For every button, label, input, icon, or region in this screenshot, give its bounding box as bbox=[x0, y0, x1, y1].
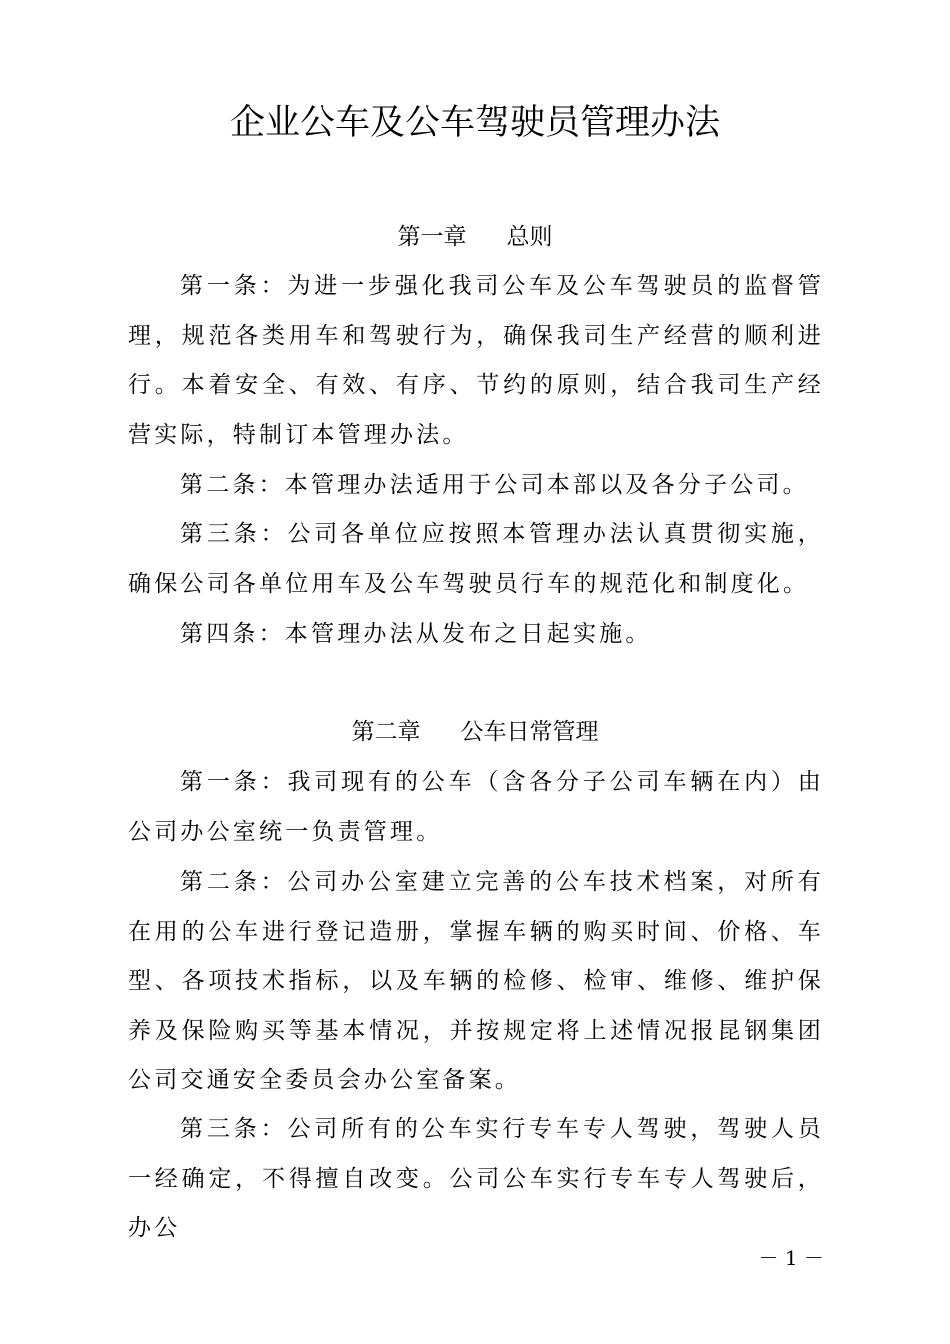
chapter-heading bbox=[0, 717, 950, 747]
document-title: 企业公车及公车驾驶员管理办法 bbox=[229, 103, 720, 143]
chapter-number: 第二章 bbox=[351, 719, 421, 745]
chapter-name: 公车日常管理 bbox=[460, 719, 599, 745]
article-paragraph: 第二条：本管理办法适用于公司本部以及各分子公司。 bbox=[180, 472, 809, 498]
article-paragraph: 第一条：我司现有的公车（含各分子公司车辆在内）由公司办公室统一负责管理。 bbox=[128, 769, 824, 845]
chapter-heading bbox=[0, 222, 950, 252]
article-paragraph: 第三条：公司各单位应按照本管理办法认真贯彻实施，确保公司各单位用车及公车驾驶员行车的规范化和制度化。 bbox=[128, 521, 824, 597]
article-paragraph: 第四条：本管理办法从发布之日起实施。 bbox=[180, 621, 652, 647]
page-number: － 1 － bbox=[758, 1246, 824, 1270]
article-paragraph: 第一条：为进一步强化我司公车及公车驾驶员的监督管理，规范各类用车和驾驶行为，确保我司生产经营的顺利进行。本着安全、有效、有序、节约的原则，结合我司生产经营实际，特制订本管理办法。 bbox=[128, 273, 824, 448]
chapter-name: 总则 bbox=[506, 224, 553, 250]
article-paragraph: 第二条：公司办公室建立完善的公车技术档案，对所有在用的公车进行登记造册，掌握车辆的购买时间、价格、车型、各项技术指标，以及车辆的检修、检审、维修、维护保养及保险购买等基本情况，并按规定将上述情况报昆钢集团公司交通安全委员会办公室备案。 bbox=[128, 869, 824, 1094]
chapter-number: 第一章 bbox=[397, 224, 467, 250]
article-paragraph: 第三条：公司所有的公车实行专车专人驾驶，驾驶人员一经确定，不得擅自改变。公司公车实行专车专人驾驶后，办公 bbox=[128, 1116, 824, 1242]
